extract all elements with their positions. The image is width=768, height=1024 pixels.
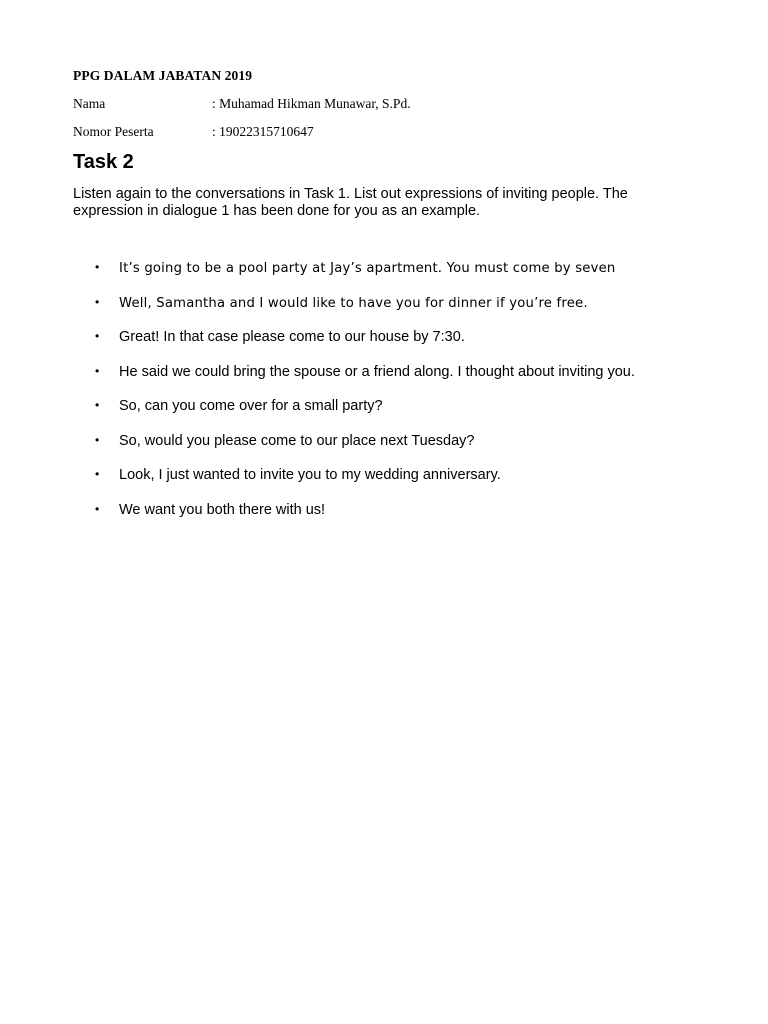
list-item [95, 467, 501, 483]
list-item [95, 260, 615, 276]
list-item [95, 502, 325, 518]
list-item-text: He said we could bring the spouse or a friend along. I thought about inviting you. [119, 364, 635, 380]
task-instructions: Listen again to the conversations in Task 1. List out expressions of inviting people. The expression in dialogue 1 has been done for you as an example. [73, 186, 628, 219]
task-heading: Task 2 [73, 151, 134, 173]
list-item [95, 364, 635, 380]
list-item-text: Great! In that case please come to our house by 7:30. [119, 329, 465, 345]
list-item [95, 398, 383, 414]
list-item [95, 329, 465, 345]
list-item-text: It’s going to be a pool party at Jay’s apartment. You must come by seven [119, 261, 616, 276]
participant-number-value: : 19022315710647 [212, 124, 314, 139]
bullet-icon: • [95, 502, 100, 516]
name-label: Nama [73, 96, 106, 111]
participant-number-label: Nomor Peserta [73, 124, 154, 139]
bullet-icon: • [95, 433, 100, 447]
bullet-icon: • [95, 295, 100, 309]
list-item [95, 433, 474, 449]
list-item-text: We want you both there with us! [119, 502, 326, 518]
list-item-text: Well, Samantha and I would like to have you for dinner if you’re free. [119, 296, 588, 311]
list-item-text: Look, I just wanted to invite you to my wedding anniversary. [119, 467, 501, 483]
bullet-icon: • [95, 467, 100, 481]
document-title: PPG DALAM JABATAN 2019 [73, 68, 253, 83]
name-value: : Muhamad Hikman Munawar, S.Pd. [212, 96, 411, 111]
bullet-icon: • [95, 260, 100, 274]
list-item [95, 295, 588, 311]
bullet-icon: • [95, 329, 100, 343]
list-item-text: So, would you please come to our place next Tuesday? [119, 433, 475, 449]
bullet-icon: • [95, 398, 100, 412]
list-item-text: So, can you come over for a small party? [119, 398, 383, 414]
bullet-icon: • [95, 364, 100, 378]
